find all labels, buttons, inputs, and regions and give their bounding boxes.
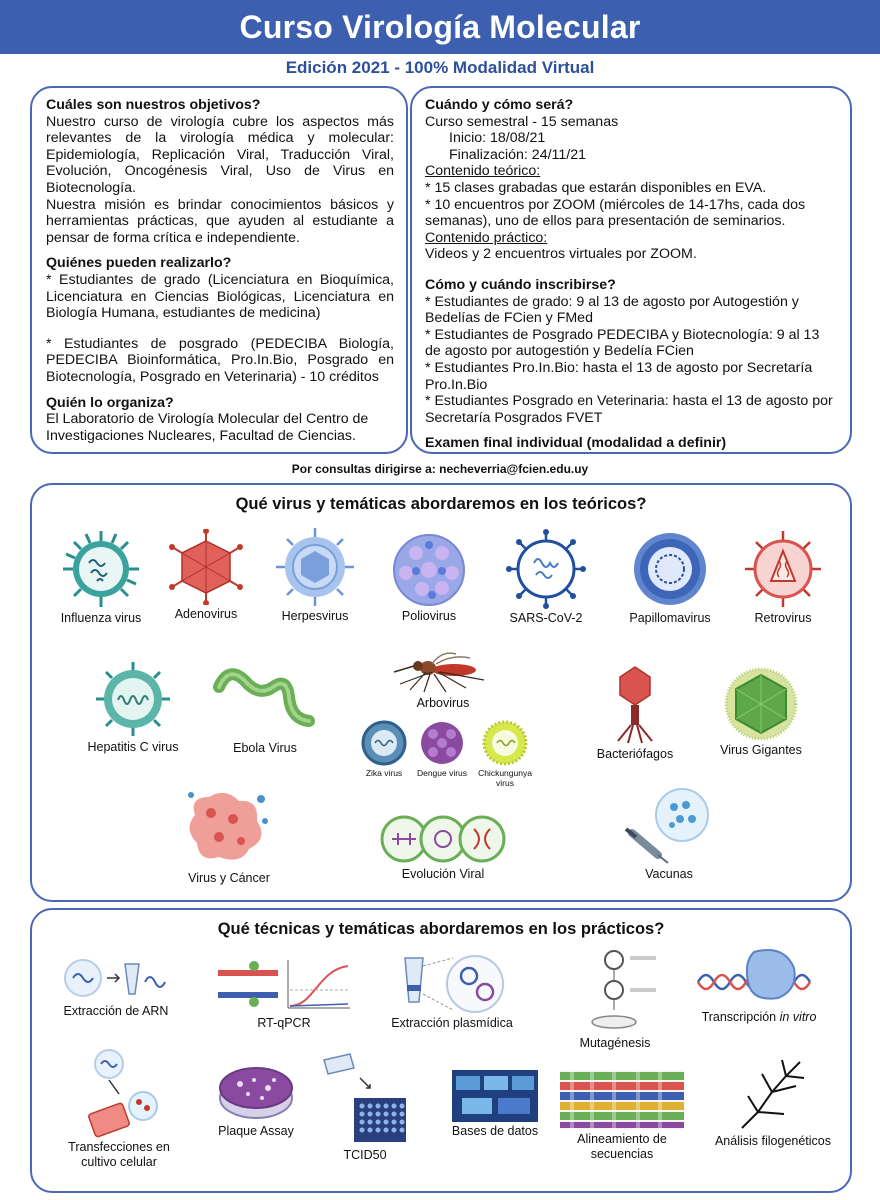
quienes-paragraph-2: * Estudiantes de posgrado (PEDECIBA Biología, PEDECIBA Bioinformática, Pro.In.Bio, Posgrado en Biotecnología, Posgrado en Veterinaria) - 10 créditos: [46, 335, 394, 385]
transcripcion-text: Transcripción: [701, 1010, 777, 1024]
bases-datos-item: [436, 1070, 554, 1139]
plaque-assay-label: Plaque Assay: [218, 1124, 294, 1138]
in-vitro-transcription-icon: [694, 946, 824, 1008]
hepatitis-c-item: [78, 660, 188, 755]
virus-cancer-label: Virus y Cáncer: [188, 871, 270, 885]
mutagenesis-item: [560, 948, 670, 1051]
plasmid-extraction-icon: [397, 954, 507, 1014]
extraccion-arn-item: [56, 954, 176, 1019]
mutagenesis-icon: [570, 948, 660, 1034]
teoricos-section: [30, 483, 852, 902]
adenovirus-icon: [168, 529, 244, 605]
rna-extraction-icon: [61, 954, 171, 1002]
giant-virus-icon: [724, 667, 798, 741]
page-subtitle: Edición 2021 - 100% Modalidad Virtual: [285, 58, 595, 77]
curso-duration: Curso semestral - 15 semanas: [425, 113, 619, 130]
ebola-virus-icon: [213, 663, 317, 739]
transfection-icon: [69, 1048, 169, 1138]
organiza-paragraph: El Laboratorio de Virología Molecular del Centro de Investigaciones Nucleares, Facultad de Ciencias.: [46, 411, 369, 444]
tcid50-label: TCID50: [343, 1148, 387, 1162]
influenza-item: [56, 529, 146, 626]
transfecciones-label: Transfecciones en cultivo celular: [68, 1140, 170, 1169]
retrovirus-icon: [743, 529, 823, 609]
rt-qpcr-label: RT-qPCR: [257, 1016, 311, 1030]
transfecciones-item: [52, 1048, 186, 1170]
transcripcion-item: [684, 946, 834, 1025]
virus-cancer-item: [178, 785, 280, 886]
teorico-item-2: * 10 encuentros por ZOOM (miércoles de 14-17hs, cada dos semanas), uno de ellos para presentación de seminarios.: [425, 196, 806, 230]
cancer-cells-icon: [181, 785, 277, 869]
papillomavirus-icon: [630, 529, 710, 609]
bacteriofagos-item: [580, 665, 690, 762]
ebola-item: [210, 663, 320, 756]
rt-qpcr-item: [214, 956, 354, 1031]
evolucion-viral-item: [378, 813, 508, 882]
cuando-heading: Cuándo y cómo será?: [425, 97, 574, 113]
contact-line: Por consultas dirigirse a: necheverria@fcien.edu.uy: [291, 462, 589, 476]
inscribirse-heading: Cómo y cuándo inscribirse?: [425, 276, 616, 293]
start-date: Inicio: 18/08/21: [449, 130, 546, 147]
influenza-label: Influenza virus: [60, 611, 142, 625]
herpesvirus-item: [270, 527, 360, 624]
transcripcion-label: [702, 1010, 817, 1025]
practicos-section: [30, 908, 852, 1193]
teorico-heading: Contenido teórico:: [425, 163, 541, 180]
bacteriofagos-label: Bacteriófagos: [596, 747, 674, 761]
dengue-item: [412, 720, 472, 778]
extraccion-plasmidica-item: [382, 954, 522, 1031]
mutagenesis-label: Mutagénesis: [579, 1036, 651, 1050]
vaccine-syringe-icon: [622, 785, 716, 865]
adenovirus-label: Adenovirus: [174, 607, 238, 621]
poliovirus-item: [384, 533, 474, 624]
poliovirus-label: Poliovirus: [401, 609, 457, 623]
practico-item-1: Videos y 2 encuentros virtuales por ZOOM.: [425, 246, 697, 263]
mosquito-icon: [380, 650, 506, 694]
vacunas-label: Vacunas: [645, 867, 693, 881]
objetivos-paragraph-2: Nuestra misión es brindar conocimientos básicos y herramientas prácticas, que ayuden al estudiante a pensar de forma crítica e independiente.: [46, 196, 394, 246]
sarscov2-label: SARS-CoV-2: [509, 611, 583, 625]
quienes-paragraph-1: * Estudiantes de grado (Licenciatura en Bioquímica, Licenciatura en Ciencias Biológicas, Licenciatura en Biología Humana, estudiantes de medicina): [46, 271, 394, 322]
objetivos-heading: Cuáles son nuestros objetivos?: [46, 97, 261, 113]
zika-label: Zika virus: [365, 768, 403, 778]
plaque-assay-plate-icon: [218, 1058, 294, 1122]
zika-virus-icon: [361, 720, 407, 766]
examen-note: Examen final individual (modalidad a definir): [425, 435, 727, 452]
filogeneticos-label: Análisis filogenéticos: [714, 1134, 832, 1148]
transcripcion-italic: in vitro: [779, 1010, 817, 1024]
herpesvirus-icon: [275, 527, 355, 607]
extraccion-plasmidica-label: Extracción plasmídica: [391, 1016, 513, 1030]
end-date: Finalización: 24/11/21: [449, 146, 586, 163]
arbovirus-item: [378, 650, 508, 711]
objetivos-paragraph-1: Nuestro curso de virología cubre los aspectos más relevantes de la virología médica y molecular: Epidemiología, Replicación Viral, Traducción Viral, Evolución, Oncogénesis Viral, Uso de Virus en Biotecnología.: [46, 113, 394, 196]
papillomavirus-label: Papillomavirus: [629, 611, 711, 625]
info-box-left: [30, 86, 408, 454]
inscripcion-item-4: * Estudiantes Posgrado en Veterinaria: hasta el 13 de agosto por Secretaría Posgrados FVET: [425, 393, 833, 426]
herpesvirus-label: Herpesvirus: [281, 609, 349, 623]
practico-heading: Contenido práctico:: [425, 229, 548, 246]
title-banner: [0, 0, 880, 54]
quienes-heading: Quiénes pueden realizarlo?: [46, 255, 232, 272]
rt-qpcr-icon: [214, 956, 354, 1014]
plaque-assay-item: [196, 1058, 316, 1139]
tcid50-plate-icon: [320, 1050, 410, 1146]
phylogenetic-tree-icon: [738, 1056, 808, 1132]
viral-evolution-icon: [380, 813, 506, 865]
teoricos-heading: Qué virus y temáticas abordaremos en los teóricos?: [235, 495, 647, 513]
hepatitis-c-label: Hepatitis C virus: [87, 740, 179, 754]
retrovirus-label: Retrovirus: [754, 611, 812, 625]
sarscov2-item: [500, 529, 592, 626]
ebola-label: Ebola Virus: [233, 741, 297, 755]
chikungunya-item: [472, 720, 538, 788]
inscripcion-item-2: * Estudiantes de Posgrado PEDECIBA y Biotecnología: 9 al 13 de agosto por autogestión y Bedelía FCien: [425, 326, 820, 360]
practicos-heading: Qué técnicas y temáticas abordaremos en los prácticos?: [217, 920, 665, 938]
inscripcion-item-1: * Estudiantes de grado: 9 al 13 de agosto por Autogestión y Bedelías de FCien y FMed: [425, 293, 799, 327]
tcid50-item: [310, 1050, 420, 1163]
bases-datos-label: Bases de datos: [451, 1124, 539, 1138]
page-title: Curso Virología Molecular: [239, 8, 641, 45]
dengue-virus-icon: [419, 720, 465, 766]
virus-gigantes-item: [706, 667, 816, 758]
databases-icon: [452, 1070, 538, 1122]
influenza-virus-icon: [61, 529, 141, 609]
bacteriophage-icon: [610, 665, 660, 745]
info-box-right: [410, 86, 852, 454]
alineamiento-label: Alineamiento de secuencias: [577, 1132, 667, 1161]
chikungunya-virus-icon: [482, 720, 528, 766]
papillomavirus-item: [620, 529, 720, 626]
inscripcion-item-3: * Estudiantes Pro.In.Bio: hasta el 13 de agosto por Secretaría Pro.In.Bio: [425, 359, 813, 393]
zika-item: [354, 720, 414, 778]
arbovirus-label: Arbovirus: [416, 696, 470, 710]
hepatitis-c-icon: [94, 660, 172, 738]
teorico-item-1: * 15 clases grabadas que estarán disponibles en EVA.: [425, 179, 767, 196]
extraccion-arn-label: Extracción de ARN: [63, 1004, 169, 1018]
virus-gigantes-label: Virus Gigantes: [720, 743, 802, 757]
adenovirus-item: [164, 529, 248, 622]
poliovirus-icon: [392, 533, 466, 607]
chikungunya-label: Chickungunya virus: [478, 768, 532, 788]
alineamiento-item: [558, 1070, 686, 1162]
filogeneticos-item: [708, 1056, 838, 1149]
vacunas-item: [616, 785, 722, 882]
organiza-heading: Quién lo organiza?: [46, 394, 174, 411]
evolucion-viral-label: Evolución Viral: [401, 867, 485, 881]
sars-cov-2-icon: [506, 529, 586, 609]
dengue-label: Dengue virus: [416, 768, 468, 778]
retrovirus-item: [738, 529, 828, 626]
sequence-alignment-icon: [560, 1070, 684, 1130]
